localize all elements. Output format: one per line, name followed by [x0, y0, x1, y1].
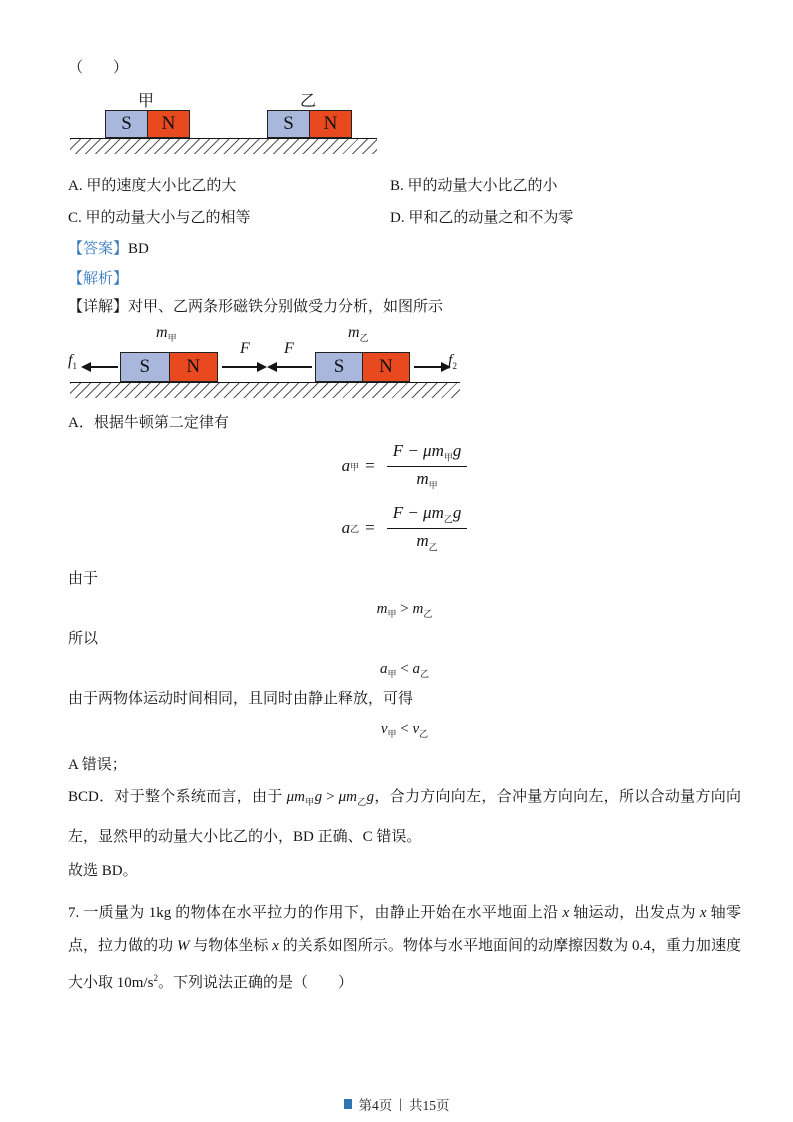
ground-hatch [70, 138, 377, 154]
detail-intro: 对甲、乙两条形磁铁分别做受力分析，如图所示 [128, 299, 444, 315]
magnet-jia [105, 110, 190, 138]
so-line: 所以 [68, 631, 99, 647]
relation-velocity: $v_甲 < v_乙$ [380, 721, 429, 739]
detail-line [68, 294, 741, 320]
magnet-label-yi: 乙 [300, 93, 317, 110]
friction-label-f1: $f_1$ [68, 352, 77, 372]
analysis-line [68, 264, 741, 294]
bcd-explanation: BCD．对于整个系统而言，由于 $\mu m_甲g > \mu m_乙g$，合力方向向左，合冲量方向向左，所以合动量方向向左，显然甲的动量大小比乙的小，BD 正确、C 错误。 [68, 789, 741, 845]
pole-n-label: N [310, 111, 351, 137]
page-footer [0, 1094, 793, 1114]
ground-hatch [70, 382, 460, 398]
option-c: C. 甲的动量大小与乙的相等 [68, 210, 251, 226]
newton-law-line: A．根据牛顿第二定律有 [68, 415, 229, 431]
option-b: B. 甲的动量大小比乙的小 [390, 178, 558, 194]
footer-separator: | [399, 1096, 402, 1111]
answer-line [68, 234, 741, 264]
relation-acceleration: $a_甲 < a_乙$ [380, 661, 429, 679]
answer-value: BD [128, 241, 149, 257]
footer-square-icon [344, 1099, 352, 1109]
equation-a-yi: a 乙 = $\frac{F - \mu m_乙g}{m_乙}$ [68, 500, 741, 556]
pole-n-label: N [363, 353, 409, 381]
footer-page-number: 第4页 [358, 1098, 393, 1113]
magnet-yi-forces [315, 352, 410, 382]
friction-label-f2: $f_2$ [448, 352, 457, 372]
mass-label-yi: $m_乙$ [348, 324, 369, 344]
a-wrong-line: A 错误； [68, 757, 127, 773]
force-label-right: F [284, 340, 294, 357]
answer-label: 【答案】 [68, 241, 129, 257]
footer-total-pages: 共15页 [408, 1098, 450, 1113]
relation-mass: $m_甲 > m_乙$ [376, 601, 433, 619]
pole-s-label: S [316, 353, 363, 381]
time-condition-line: 由于两物体运动时间相同，且同时由静止释放，可得 [68, 691, 414, 707]
magnet-yi [267, 110, 352, 138]
pole-s-label: S [121, 353, 170, 381]
question-7-stem: 7. 一质量为 1kg 的物体在水平拉力的作用下，由静止开始在水平地面上沿 x 轴运动，出发点为 x 轴零点，拉力做的功 W 与物体坐标 x 的关系如图所示。物体与水平地面间的动摩擦因数为 0.4，重力加速度大小取 $10m/s^2$。下列说法正确的是（ ） [68, 905, 741, 991]
analysis-label: 【解析】 [68, 271, 129, 287]
arrow-force-on-jia [222, 366, 258, 368]
question-paren: （ ） [68, 60, 129, 76]
option-d: D. 甲和乙的动量之和不为零 [390, 210, 574, 226]
because-line: 由于 [68, 571, 99, 587]
equation-a-jia: a 甲 = $\frac{F - \mu m_甲g}{m_甲}$ [68, 438, 741, 494]
detail-label: 【详解】 [68, 299, 129, 315]
options-list [68, 170, 741, 234]
arrow-f1 [90, 366, 118, 368]
arrow-f2 [414, 366, 442, 368]
force-label-left: F [240, 340, 250, 357]
pole-n-label: N [148, 111, 189, 137]
option-a: A. 甲的速度大小比乙的大 [68, 178, 237, 194]
magnet-label-jia: 甲 [138, 93, 155, 110]
arrow-force-on-yi [276, 366, 312, 368]
mass-label-jia: $m_甲$ [156, 324, 177, 344]
pole-s-label: S [268, 111, 310, 137]
magnet-jia-forces [120, 352, 218, 382]
pole-n-label: N [170, 353, 218, 381]
choose-line: 故选 BD。 [68, 863, 138, 879]
pole-s-label: S [106, 111, 148, 137]
magnet-diagram-question [68, 88, 468, 168]
force-analysis-diagram [68, 324, 538, 408]
